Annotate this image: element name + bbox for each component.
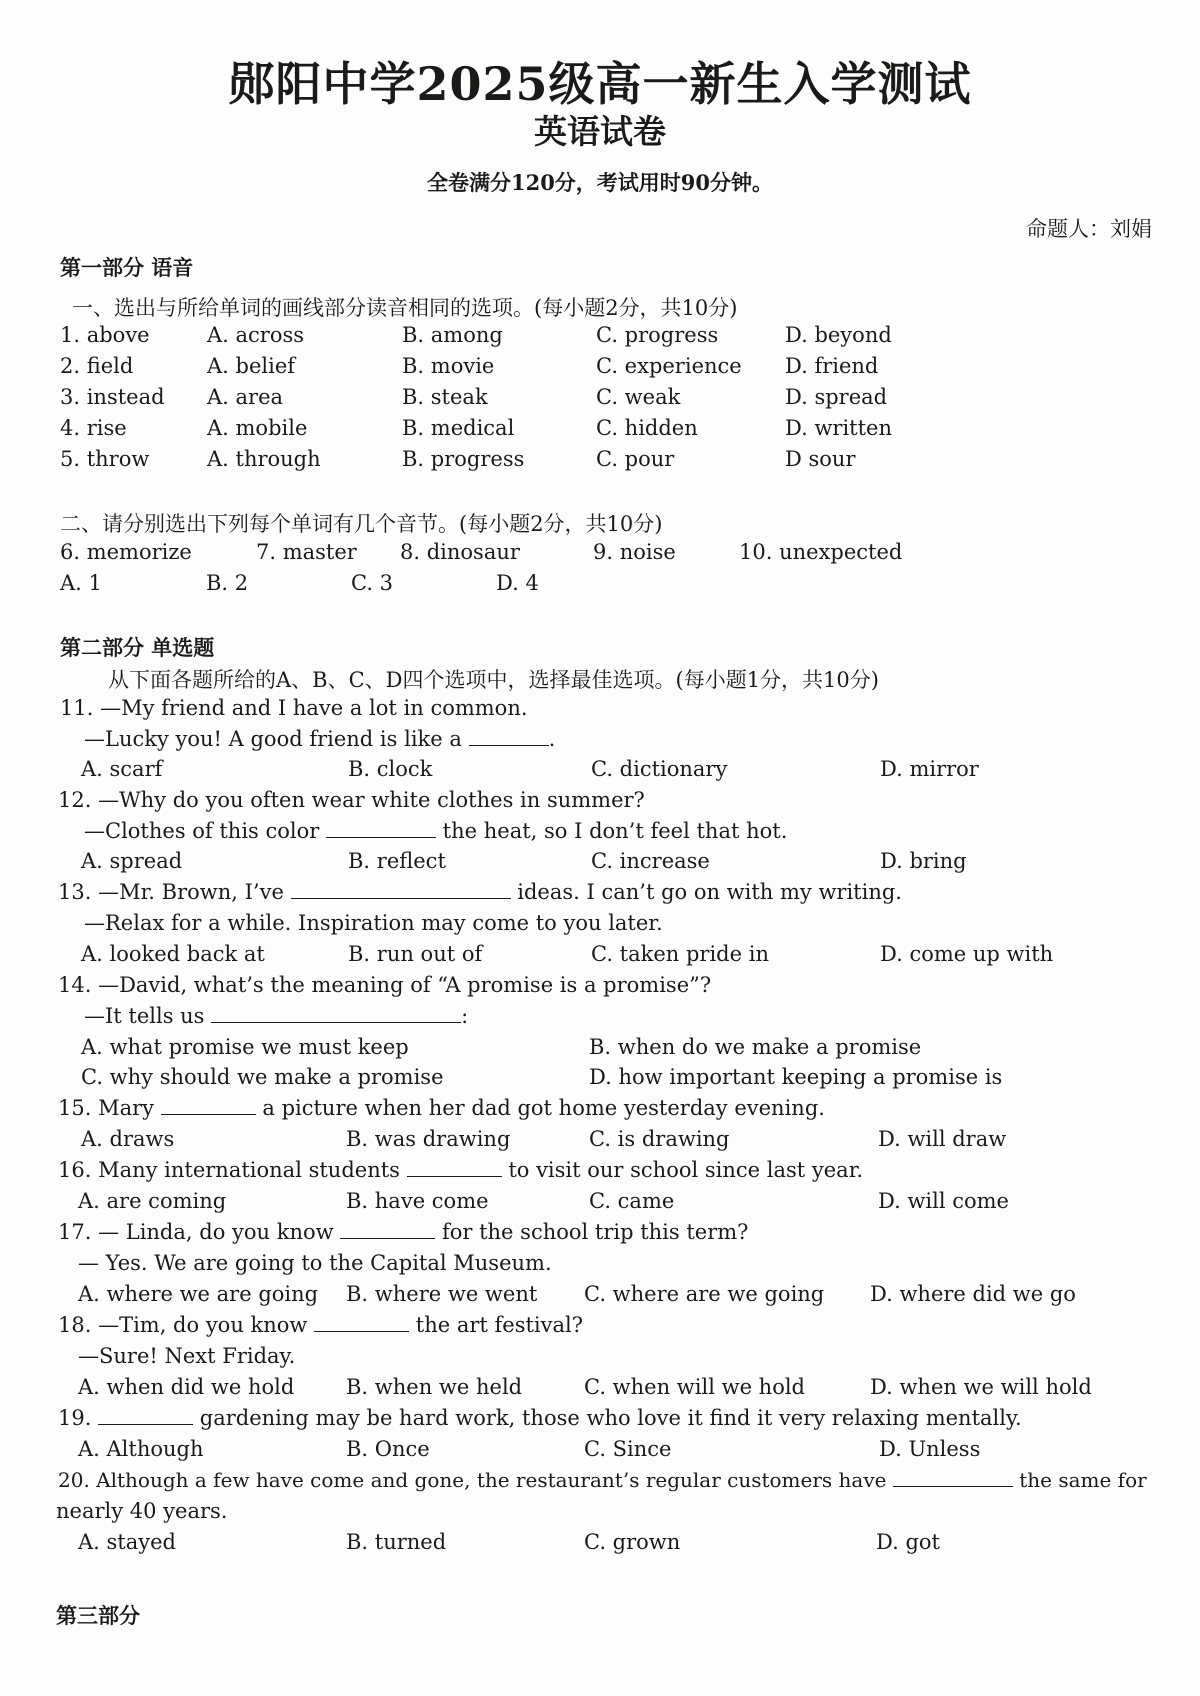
- option-b: B. 2: [206, 571, 249, 595]
- answer-blank: [326, 819, 436, 838]
- syllable-word: 8. dinosaur: [400, 540, 520, 564]
- q14-end: :: [461, 1004, 469, 1028]
- q18-prompt: 18. —Tim, do you know: [58, 1313, 308, 1337]
- q16-options: [0, 1189, 1200, 1219]
- q11-line1: 11. —My friend and I have a lot in common.: [60, 696, 528, 720]
- option-d: D. bring: [880, 849, 967, 873]
- q14-options-ab: [0, 1035, 1200, 1065]
- q12-line2: [84, 819, 787, 843]
- option-d: D. 4: [496, 571, 539, 595]
- sec2-instruction: 二、请分别选出下列每个单词有几个音节。(每小题2分，共10分): [60, 512, 663, 536]
- option-a: A. are coming: [78, 1189, 227, 1213]
- option-b: B. have come: [346, 1189, 489, 1213]
- q14-line2: [84, 1004, 468, 1028]
- option-b: B. progress: [402, 447, 525, 471]
- option-c: C. dictionary: [591, 757, 728, 781]
- q13-prompt-end: ideas. I can’t go on with my writing.: [517, 880, 902, 904]
- question-row-2: [0, 354, 1200, 384]
- option-b: B. turned: [346, 1530, 447, 1554]
- q19-prompt: 19.: [58, 1406, 92, 1430]
- option-a: A. scarf: [81, 757, 163, 781]
- option-a: A. Although: [78, 1437, 204, 1461]
- q16-line1: [58, 1158, 863, 1182]
- option-b: B. when we held: [346, 1375, 523, 1399]
- option-d: D. where did we go: [870, 1282, 1076, 1306]
- option-b: B. Once: [346, 1437, 430, 1461]
- q14-options-cd: [0, 1065, 1200, 1095]
- question-row-3: [0, 385, 1200, 415]
- option-d: D. how important keeping a promise is: [589, 1065, 1003, 1089]
- q20-options: [0, 1530, 1200, 1560]
- option-c: C. weak: [596, 385, 681, 409]
- part1-heading: 第一部分 语音: [60, 255, 194, 280]
- q15-options: [0, 1127, 1200, 1157]
- part2-instruction: 从下面各题所给的A、B、C、D四个选项中，选择最佳选项。(每小题1分，共10分): [108, 668, 879, 692]
- option-a: A. where we are going: [78, 1282, 319, 1306]
- question-row-1: [0, 323, 1200, 353]
- option-a: A. belief: [207, 354, 296, 378]
- answer-blank: [161, 1096, 256, 1115]
- option-d: D. when we will hold: [870, 1375, 1092, 1399]
- q17-line2: — Yes. We are going to the Capital Museum.: [78, 1251, 552, 1275]
- q17-options: [0, 1282, 1200, 1312]
- answer-blank: [340, 1220, 435, 1239]
- option-a: A. stayed: [78, 1530, 176, 1554]
- q19-options: [0, 1437, 1200, 1467]
- syllable-word: 7. master: [256, 540, 357, 564]
- q20-line2: nearly 40 years.: [56, 1499, 228, 1523]
- answer-blank: [469, 727, 549, 746]
- option-b: B. was drawing: [346, 1127, 511, 1151]
- q14-line1: 14. —David, what’s the meaning of “A promise is a promise”?: [58, 973, 712, 997]
- q18-line1: [58, 1313, 583, 1337]
- answer-blank: [98, 1406, 193, 1425]
- option-b: B. clock: [348, 757, 433, 781]
- option-a: A. mobile: [207, 416, 308, 440]
- question-word: 1. above: [60, 323, 150, 347]
- option-c: C. taken pride in: [591, 942, 769, 966]
- option-d: D. spread: [785, 385, 888, 409]
- option-a: A. what promise we must keep: [81, 1035, 409, 1059]
- part2-heading: 第二部分 单选题: [60, 635, 215, 660]
- score-time-line: 全卷满分120分，考试用时90分钟。: [426, 170, 774, 195]
- q12-prompt-end: the heat, so I don’t feel that hot.: [442, 819, 788, 843]
- answer-blank: [407, 1158, 502, 1177]
- option-c: C. where are we going: [584, 1282, 825, 1306]
- q15-line1: [58, 1096, 825, 1120]
- option-c: C. hidden: [596, 416, 698, 440]
- syllable-word: 10. unexpected: [739, 540, 903, 564]
- q20-line1: [58, 1468, 1147, 1492]
- question-word: 3. instead: [60, 385, 165, 409]
- q18-prompt-end: the art festival?: [415, 1313, 584, 1337]
- option-b: B. movie: [402, 354, 495, 378]
- option-b: B. reflect: [348, 849, 446, 873]
- part3-heading: 第三部分: [56, 1603, 140, 1628]
- q18-options: [0, 1375, 1200, 1405]
- sec1-instruction: 一、选出与所给单词的画线部分读音相同的选项。(每小题2分，共10分): [72, 296, 738, 320]
- q20-prompt-end: the same for: [1019, 1468, 1147, 1492]
- option-a: A. looked back at: [81, 942, 265, 966]
- option-a: A. across: [207, 323, 305, 347]
- option-c: C. experience: [596, 354, 742, 378]
- q17-line1: [58, 1220, 748, 1244]
- option-d: D. will come: [878, 1189, 1009, 1213]
- q15-prompt-end: a picture when her dad got home yesterday evening.: [262, 1096, 825, 1120]
- option-d: D. written: [785, 416, 892, 440]
- option-a: A. area: [207, 385, 284, 409]
- option-a: A. 1: [60, 571, 102, 595]
- q13-prompt: 13. —Mr. Brown, I’ve: [58, 880, 284, 904]
- q14-prompt: —It tells us: [84, 1004, 205, 1028]
- option-b: B. when do we make a promise: [589, 1035, 922, 1059]
- q12-prompt: —Clothes of this color: [84, 819, 320, 843]
- option-b: B. where we went: [346, 1282, 538, 1306]
- question-word: 4. rise: [60, 416, 127, 440]
- option-d: D sour: [785, 447, 856, 471]
- answer-blank: [291, 880, 511, 899]
- q12-line1: 12. —Why do you often wear white clothes in summer?: [58, 788, 645, 812]
- exam-subtitle: 英语试卷: [534, 112, 666, 151]
- option-d: D. friend: [785, 354, 879, 378]
- q13-line2: —Relax for a while. Inspiration may come to you later.: [84, 911, 663, 935]
- option-c: C. is drawing: [589, 1127, 730, 1151]
- question-word: 5. throw: [60, 447, 150, 471]
- exam-title: 郧阳中学2025级高一新生入学测试: [228, 57, 972, 111]
- syllable-options-row: [0, 571, 1200, 601]
- q11-options: [0, 757, 1200, 787]
- option-b: B. steak: [402, 385, 488, 409]
- option-a: A. when did we hold: [78, 1375, 295, 1399]
- q11-prompt: —Lucky you! A good friend is like a: [84, 727, 462, 751]
- option-b: B. run out of: [348, 942, 483, 966]
- option-c: C. grown: [584, 1530, 681, 1554]
- option-c: C. Since: [584, 1437, 672, 1461]
- syllable-words-row: [0, 540, 1200, 570]
- option-d: D. mirror: [880, 757, 979, 781]
- q17-prompt-end: for the school trip this term?: [441, 1220, 749, 1244]
- q20-prompt: 20. Although a few have come and gone, the restaurant’s regular customers have: [58, 1468, 887, 1492]
- q12-options: [0, 849, 1200, 879]
- option-d: D. come up with: [880, 942, 1054, 966]
- q16-prompt-end: to visit our school since last year.: [508, 1158, 864, 1182]
- option-c: C. when will we hold: [584, 1375, 806, 1399]
- option-a: A. spread: [81, 849, 183, 873]
- option-c: C. increase: [591, 849, 710, 873]
- q19-line1: [58, 1406, 1022, 1430]
- answer-blank: [314, 1313, 409, 1332]
- option-b: B. medical: [402, 416, 515, 440]
- option-a: A. through: [207, 447, 321, 471]
- question-row-4: [0, 416, 1200, 446]
- option-b: B. among: [402, 323, 503, 347]
- q13-options: [0, 942, 1200, 972]
- q13-line1: [58, 880, 902, 904]
- q11-end: .: [548, 727, 556, 751]
- option-c: C. 3: [351, 571, 394, 595]
- question-row-5: [0, 447, 1200, 477]
- q16-prompt: 16. Many international students: [58, 1158, 400, 1182]
- option-d: D. will draw: [878, 1127, 1007, 1151]
- q17-prompt: 17. — Linda, do you know: [58, 1220, 334, 1244]
- option-a: A. draws: [81, 1127, 175, 1151]
- q19-prompt-end: gardening may be hard work, those who love it find it very relaxing mentally.: [199, 1406, 1022, 1430]
- option-d: D. Unless: [879, 1437, 981, 1461]
- syllable-word: 9. noise: [593, 540, 676, 564]
- answer-blank: [211, 1004, 461, 1023]
- option-c: C. why should we make a promise: [81, 1065, 444, 1089]
- option-d: D. beyond: [785, 323, 892, 347]
- syllable-word: 6. memorize: [60, 540, 192, 564]
- question-word: 2. field: [60, 354, 134, 378]
- option-d: D. got: [876, 1530, 940, 1554]
- option-c: C. came: [589, 1189, 675, 1213]
- q18-line2: —Sure! Next Friday.: [78, 1344, 296, 1368]
- q15-prompt: 15. Mary: [58, 1096, 154, 1120]
- author-line: 命题人：刘娟: [1026, 217, 1152, 241]
- option-c: C. progress: [596, 323, 719, 347]
- answer-blank: [893, 1468, 1013, 1487]
- option-c: C. pour: [596, 447, 675, 471]
- q11-line2: [84, 727, 555, 751]
